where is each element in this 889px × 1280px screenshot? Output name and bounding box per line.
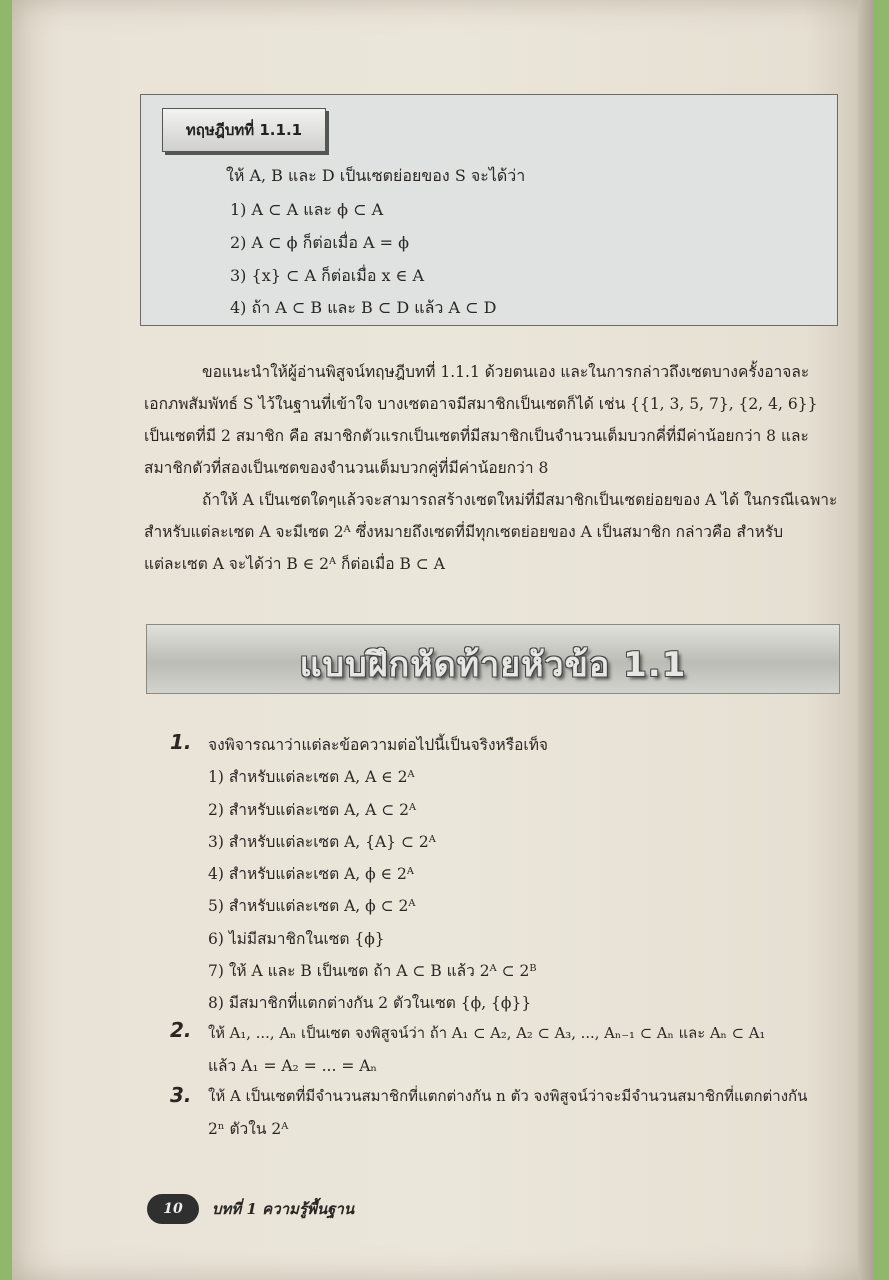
question-text: แล้ว A₁ = A₂ = ... = Aₙ [208,1057,378,1075]
paragraph-line: ขอแนะนำให้ผู้อ่านพิสูจน์ทฤษฎีบทที่ 1.1.1 ด้วยตนเอง และในการกล่าวถึงเซตบางครั้งอาจละ [202,363,810,381]
paragraph-line: สมาชิกตัวที่สองเป็นเซตของจำนวนเต็มบวกคู่ที่มีค่าน้อยกว่า 8 [144,459,549,477]
paragraph-line: ถ้าให้ A เป็นเซตใดๆแล้วจะสามารถสร้างเซตใหม่ที่มีสมาชิกเป็นเซตย่อยของ A ได้ ในกรณีเฉพาะ [202,491,838,509]
theorem-item: 4) ถ้า A ⊂ B และ B ⊂ D แล้ว A ⊂ D [230,298,497,317]
question-item: 2) สำหรับแต่ละเซต A, A ⊂ 2ᴬ [208,801,417,819]
paragraph-line: เอกภพสัมพัทธ์ S ไว้ในฐานที่เข้าใจ บางเซตอาจมีสมาชิกเป็นเซตก็ได้ เช่น {{1, 3, 5, 7}, {2, 4, 6}} [144,395,818,413]
theorem-item: 1) A ⊂ A และ ϕ ⊂ A [230,200,384,219]
question-text: ให้ A เป็นเซตที่มีจำนวนสมาชิกที่แตกต่างกัน n ตัว จงพิสูจน์ว่าจะมีจำนวนสมาชิกที่แตกต่างกัน [208,1087,808,1105]
paragraph-line: สำหรับแต่ละเซต A จะมีเซต 2ᴬ ซึ่งหมายถึงเซตที่มีทุกเซตย่อยของ A เป็นสมาชิก กล่าวคือ สำหรับ [144,523,784,541]
exercise-banner [146,624,840,694]
question-item: 4) สำหรับแต่ละเซต A, ϕ ∈ 2ᴬ [208,865,414,883]
theorem-title: ทฤษฎีบทที่ 1.1.1 [162,108,326,152]
question-item: 3) สำหรับแต่ละเซต A, {A} ⊂ 2ᴬ [208,833,436,851]
paragraph-1 [144,356,838,484]
question-item: 1) สำหรับแต่ละเซต A, A ∈ 2ᴬ [208,768,415,786]
question-item: 6) ไม่มีสมาชิกในเซต {ϕ} [208,930,385,948]
question-text: จงพิจารณาว่าแต่ละข้อความต่อไปนี้เป็นจริงหรือเท็จ [208,736,549,754]
question-text: ให้ A₁, ..., Aₙ เป็นเซต จงพิสูจน์ว่า ถ้า A₁ ⊂ A₂, A₂ ⊂ A₃, ..., Aₙ₋₁ ⊂ Aₙ และ Aₙ ⊂ A₁ [208,1025,766,1042]
question-item: 5) สำหรับแต่ละเซต A, ϕ ⊂ 2ᴬ [208,897,416,915]
theorem-item: 2) A ⊂ ϕ ก็ต่อเมื่อ A = ϕ [230,233,410,252]
question-text: 2ⁿ ตัวใน 2ᴬ [208,1120,289,1138]
theorem-item: 3) {x} ⊂ A ก็ต่อเมื่อ x ∈ A [230,266,425,285]
paragraph-line: แต่ละเซต A จะได้ว่า B ∈ 2ᴬ ก็ต่อเมื่อ B ⊂ A [144,555,445,573]
question-number: 1. [170,730,192,754]
paragraph-2 [144,484,838,580]
question-item: 8) มีสมาชิกที่แตกต่างกัน 2 ตัวในเซต {ϕ, {ϕ}} [208,994,532,1012]
exercise-title: แบบฝึกหัดท้ายหัวข้อ 1.1 [299,645,687,685]
paragraph-line: เป็นเซตที่มี 2 สมาชิก คือ สมาชิกตัวแรกเป็นเซตที่มีสมาชิกเป็นจำนวนเต็มบวกคี่ที่มีค่าน้อยกว่า 8 และ [144,427,809,445]
question-number: 2. [170,1018,192,1042]
question-item: 7) ให้ A และ B เป็นเซต ถ้า A ⊂ B แล้ว 2ᴬ ⊂ 2ᴮ [208,962,537,980]
page-edge [858,0,874,1280]
page-number: 10 [147,1194,199,1224]
chapter-title: บทที่ 1 ความรู้พื้นฐาน [212,1200,355,1218]
theorem-intro: ให้ A, B และ D เป็นเซตย่อยของ S จะได้ว่า [226,166,526,185]
question-number: 3. [170,1083,192,1107]
